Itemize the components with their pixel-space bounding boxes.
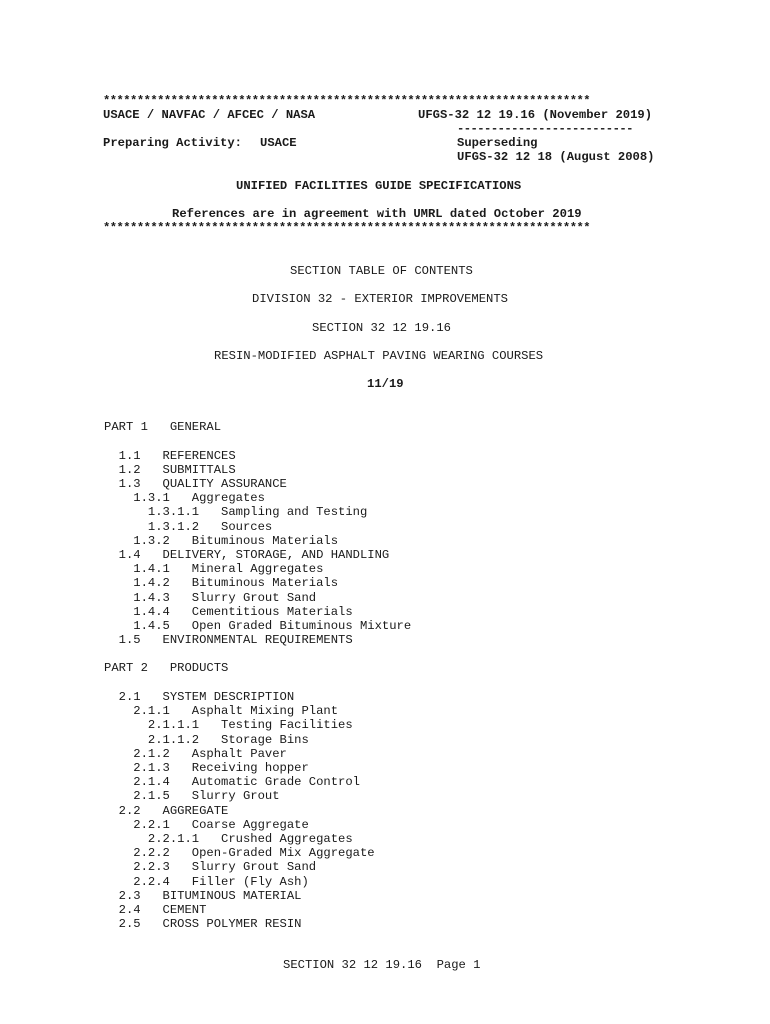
- toc-item[interactable]: 1.3 QUALITY ASSURANCE: [104, 476, 287, 491]
- toc-item[interactable]: 2.3 BITUMINOUS MATERIAL: [104, 888, 302, 903]
- toc-item[interactable]: 2.1.1.2 Storage Bins: [104, 732, 309, 747]
- header-stars-top: ************************************************************************: [103, 94, 590, 108]
- toc-item[interactable]: 2.2.2 Open-Graded Mix Aggregate: [104, 846, 375, 861]
- toc-item[interactable]: 2.2.4 Filler (Fly Ash): [104, 874, 309, 889]
- header-ufgs-superseded: UFGS-32 12 18 (August 2008): [457, 150, 655, 164]
- header-ufgs-current: UFGS-32 12 19.16 (November 2019): [418, 108, 653, 122]
- toc-item[interactable]: 1.4.5 Open Graded Bituminous Mixture: [104, 618, 412, 633]
- preparing-activity-value: USACE: [260, 136, 297, 150]
- toc-item[interactable]: 2.1.1.1 Testing Facilities: [104, 718, 353, 733]
- toc-item[interactable]: 1.2 SUBMITTALS: [104, 462, 236, 477]
- header-dashes: --------------------------: [457, 122, 633, 136]
- header-agencies: USACE / NAVFAC / AFCEC / NASA: [103, 108, 316, 122]
- header-stars-bottom: ************************************************************************: [103, 221, 590, 235]
- toc-item[interactable]: 2.1 SYSTEM DESCRIPTION: [104, 690, 295, 704]
- toc-item[interactable]: 1.3.1 Aggregates: [104, 491, 265, 506]
- toc-item[interactable]: 1.4 DELIVERY, STORAGE, AND HANDLING: [104, 547, 390, 562]
- guide-title: UNIFIED FACILITIES GUIDE SPECIFICATIONS: [236, 179, 522, 193]
- references-note: References are in agreement with UMRL dated October 2019: [172, 207, 582, 221]
- toc-title: SECTION TABLE OF CONTENTS: [290, 264, 473, 278]
- toc-item[interactable]: 2.1.3 Receiving hopper: [104, 761, 309, 775]
- toc-item[interactable]: 1.5 ENVIRONMENTAL REQUIREMENTS: [104, 633, 353, 648]
- toc-item[interactable]: 2.2.1.1 Crushed Aggregates: [104, 832, 353, 846]
- toc-item[interactable]: 1.3.1.1 Sampling and Testing: [104, 505, 368, 520]
- toc-item[interactable]: 1.3.2 Bituminous Materials: [104, 533, 339, 548]
- toc-part-2[interactable]: PART 2 PRODUCTS: [104, 661, 229, 675]
- section-date: 11/19: [367, 377, 404, 391]
- toc-item[interactable]: 1.4.2 Bituminous Materials: [104, 576, 339, 591]
- page-footer: SECTION 32 12 19.16 Page 1: [283, 958, 481, 972]
- subject-title: RESIN-MODIFIED ASPHALT PAVING WEARING COURSES: [214, 349, 544, 363]
- superseding-label: Superseding: [457, 136, 538, 150]
- preparing-activity-label: Preparing Activity:: [103, 136, 242, 150]
- toc-item[interactable]: 1.3.1.2 Sources: [104, 519, 273, 534]
- toc-item[interactable]: 2.1.1 Asphalt Mixing Plant: [104, 704, 339, 719]
- toc-item[interactable]: 1.4.4 Cementitious Materials: [104, 604, 353, 619]
- toc-item[interactable]: 2.2 AGGREGATE: [104, 803, 229, 818]
- division-title: DIVISION 32 - EXTERIOR IMPROVEMENTS: [252, 292, 508, 306]
- toc-item[interactable]: 2.1.4 Automatic Grade Control: [104, 775, 360, 790]
- toc-item[interactable]: 2.1.5 Slurry Grout: [104, 789, 280, 804]
- toc-item[interactable]: 2.1.2 Asphalt Paver: [104, 746, 287, 761]
- toc-item[interactable]: 1.4.1 Mineral Aggregates: [104, 562, 324, 577]
- toc-item[interactable]: 2.5 CROSS POLYMER RESIN: [104, 917, 302, 932]
- section-title: SECTION 32 12 19.16: [312, 321, 451, 335]
- toc-item[interactable]: 1.4.3 Slurry Grout Sand: [104, 590, 317, 605]
- toc-part-1[interactable]: PART 1 GENERAL: [104, 420, 222, 434]
- toc-item[interactable]: 2.2.1 Coarse Aggregate: [104, 817, 309, 832]
- toc-item[interactable]: 1.1 REFERENCES: [104, 448, 236, 463]
- toc-item[interactable]: 2.2.3 Slurry Grout Sand: [104, 860, 317, 875]
- toc-item[interactable]: 2.4 CEMENT: [104, 903, 207, 917]
